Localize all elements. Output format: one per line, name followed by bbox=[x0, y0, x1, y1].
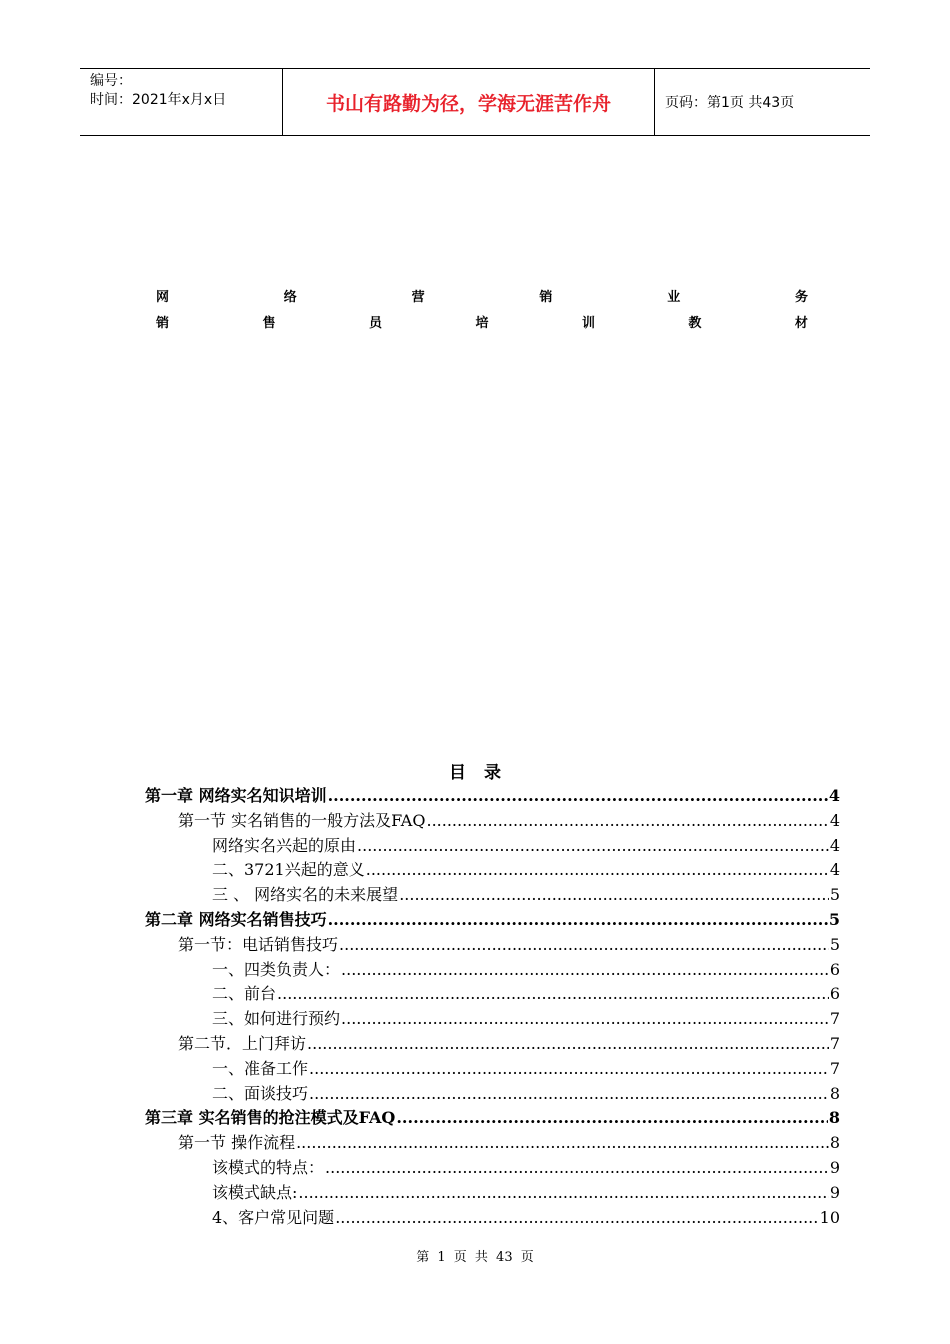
toc-dot-leader bbox=[339, 935, 829, 954]
toc-entry-label: 二、3721兴起的意义 bbox=[212, 860, 365, 880]
header-page-info: 页码：第1页 共43页 bbox=[665, 95, 795, 111]
time-label: 时间：2021年x月x日 bbox=[90, 92, 227, 108]
title-char: 务 bbox=[794, 290, 808, 305]
toc-entry-label: 该模式的特点： bbox=[212, 1157, 325, 1177]
toc-dot-leader bbox=[426, 811, 828, 830]
document-title-line-2 bbox=[156, 312, 808, 331]
toc-entry-page: 4 bbox=[828, 786, 840, 805]
toc-entry[interactable] bbox=[145, 1105, 840, 1130]
table-of-contents bbox=[145, 783, 840, 1229]
toc-entry-label: 一、四类负责人： bbox=[212, 959, 341, 979]
title-char: 训 bbox=[581, 316, 595, 331]
toc-entry[interactable] bbox=[145, 1081, 840, 1106]
toc-entry[interactable] bbox=[145, 783, 840, 808]
toc-entry[interactable] bbox=[145, 981, 840, 1006]
toc-entry-label: 网络实名兴起的原由 bbox=[212, 835, 357, 855]
toc-entry[interactable] bbox=[145, 808, 840, 833]
toc-entry[interactable] bbox=[145, 882, 840, 907]
toc-entry-page: 8 bbox=[829, 1083, 840, 1103]
toc-entry[interactable] bbox=[145, 1180, 840, 1205]
toc-entry-label: 二、面谈技巧 bbox=[212, 1083, 309, 1103]
document-header bbox=[80, 68, 870, 136]
toc-dot-leader bbox=[307, 1034, 829, 1053]
toc-entry[interactable] bbox=[145, 857, 840, 882]
toc-dot-leader bbox=[328, 910, 828, 929]
toc-entry[interactable] bbox=[145, 1155, 840, 1180]
toc-dot-leader bbox=[396, 1108, 828, 1127]
toc-entry-page: 5 bbox=[828, 909, 840, 929]
toc-entry[interactable] bbox=[145, 1031, 840, 1056]
toc-entry-label: 该模式缺点: bbox=[212, 1182, 298, 1202]
toc-entry-label: 第三章 实名销售的抢注模式及FAQ bbox=[145, 1108, 396, 1128]
title-char: 教 bbox=[688, 316, 702, 331]
toc-entry[interactable] bbox=[145, 957, 840, 982]
toc-dot-leader bbox=[366, 860, 829, 879]
toc-entry[interactable] bbox=[145, 907, 840, 932]
toc-dot-leader bbox=[309, 1084, 829, 1103]
title-char: 销 bbox=[539, 290, 553, 305]
title-char: 材 bbox=[794, 316, 808, 331]
toc-entry[interactable] bbox=[145, 1006, 840, 1031]
toc-entry-label: 三 、 网络实名的未来展望 bbox=[212, 885, 399, 905]
toc-dot-leader bbox=[325, 1158, 829, 1177]
toc-dot-leader bbox=[399, 885, 829, 904]
toc-entry-page: 9 bbox=[829, 1182, 840, 1202]
toc-dot-leader bbox=[357, 836, 829, 855]
title-char: 销 bbox=[156, 316, 170, 331]
toc-dot-leader bbox=[296, 1133, 829, 1152]
toc-dot-leader bbox=[298, 1183, 828, 1202]
toc-entry-label: 第一章 网络实名知识培训 bbox=[145, 786, 327, 805]
title-char: 络 bbox=[283, 290, 297, 305]
toc-entry-label: 二、前台 bbox=[212, 984, 277, 1004]
toc-entry-page: 7 bbox=[829, 1009, 840, 1029]
toc-entry-label: 三、如何进行预约 bbox=[212, 1009, 341, 1029]
toc-entry[interactable] bbox=[145, 1130, 840, 1155]
toc-entry-page: 10 bbox=[819, 1207, 840, 1227]
toc-entry-page: 4 bbox=[829, 860, 840, 880]
toc-entry-label: 第一节 实名销售的一般方法及FAQ bbox=[178, 810, 426, 830]
toc-dot-leader bbox=[341, 1009, 829, 1028]
toc-dot-leader bbox=[277, 984, 829, 1003]
title-char: 员 bbox=[368, 316, 382, 331]
header-motto: 书山有路勤为径，学海无涯苦作舟 bbox=[282, 69, 655, 135]
toc-dot-leader bbox=[328, 786, 828, 805]
toc-entry-label: 第一节：电话销售技巧 bbox=[178, 934, 339, 954]
toc-entry-page: 6 bbox=[829, 959, 840, 979]
document-title-line-1 bbox=[156, 286, 808, 305]
toc-entry-page: 4 bbox=[829, 810, 840, 830]
header-meta bbox=[80, 69, 282, 135]
toc-entry-label: 第二节．上门拜访 bbox=[178, 1033, 307, 1053]
toc-dot-leader bbox=[335, 1208, 818, 1227]
toc-entry-label: 第一节 操作流程 bbox=[178, 1133, 296, 1153]
toc-entry-page: 5 bbox=[829, 934, 840, 954]
title-char: 培 bbox=[475, 316, 489, 331]
toc-entry-label: 一、准备工作 bbox=[212, 1058, 309, 1078]
toc-entry[interactable] bbox=[145, 833, 840, 858]
toc-entry[interactable] bbox=[145, 1205, 840, 1230]
toc-entry-page: 7 bbox=[829, 1033, 840, 1053]
toc-entry-label: 4、客户常见问题 bbox=[212, 1207, 335, 1227]
toc-entry-label: 第二章 网络实名销售技巧 bbox=[145, 909, 327, 929]
toc-entry-page: 6 bbox=[829, 984, 840, 1004]
title-char: 业 bbox=[667, 290, 681, 305]
toc-entry[interactable] bbox=[145, 932, 840, 957]
number-label: 编号： bbox=[90, 73, 132, 89]
toc-entry-page: 5 bbox=[829, 885, 840, 905]
toc-entry-page: 9 bbox=[829, 1157, 840, 1177]
toc-heading: 目录 bbox=[449, 763, 519, 783]
toc-entry-page: 4 bbox=[829, 835, 840, 855]
title-char: 售 bbox=[262, 316, 276, 331]
toc-entry-page: 8 bbox=[828, 1108, 840, 1128]
title-char: 营 bbox=[411, 290, 425, 305]
toc-dot-leader bbox=[341, 960, 829, 979]
toc-entry-page: 7 bbox=[829, 1058, 840, 1078]
toc-entry-page: 8 bbox=[829, 1133, 840, 1153]
toc-dot-leader bbox=[309, 1059, 829, 1078]
toc-entry[interactable] bbox=[145, 1056, 840, 1081]
page-footer: 第 1 页 共 43 页 bbox=[416, 1250, 534, 1265]
title-char: 网 bbox=[156, 290, 170, 305]
